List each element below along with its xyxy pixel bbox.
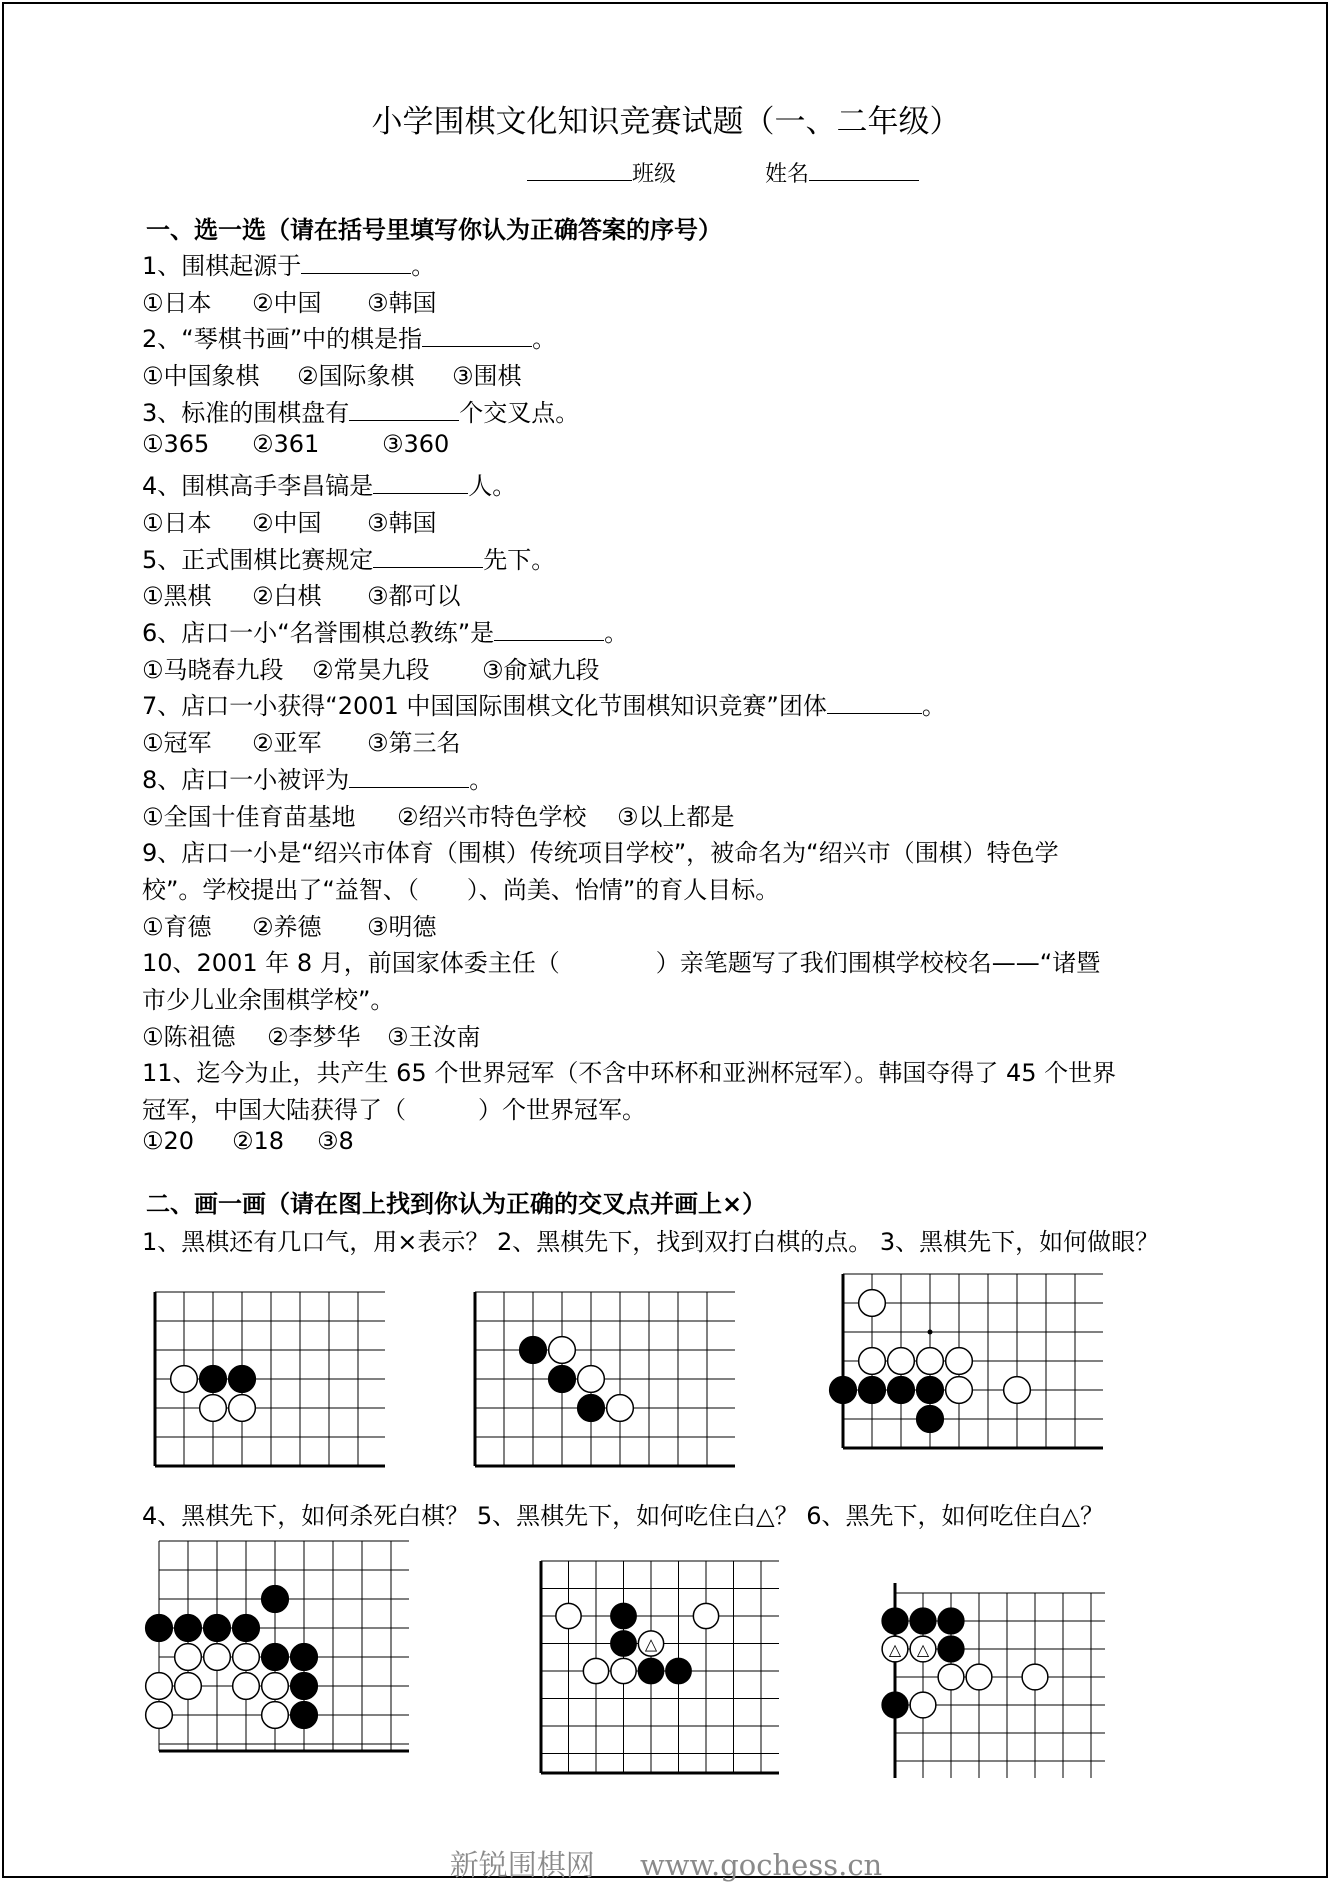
answer-blank[interactable] (494, 620, 604, 641)
go-diagram-6[interactable] (873, 1578, 1128, 1778)
answer-option[interactable]: ③韩国 (367, 288, 437, 317)
white-stone (146, 1702, 173, 1729)
answer-option[interactable]: ③王汝南 (387, 1022, 481, 1051)
answer-option[interactable]: ②中国 (252, 508, 322, 537)
go-diagram-5[interactable] (535, 1556, 825, 1786)
answer-option[interactable]: ②18 (232, 1126, 285, 1155)
answer-option[interactable]: ③围棋 (452, 362, 522, 391)
white-stone (966, 1664, 992, 1690)
answer-blank[interactable] (827, 693, 922, 714)
white-stone (888, 1348, 915, 1375)
black-stone (859, 1377, 886, 1404)
question-5-text (142, 540, 555, 575)
answer-option[interactable]: ③以上都是 (617, 802, 735, 831)
question-suffix: 人。 (468, 472, 517, 501)
black-stone (204, 1615, 231, 1642)
answer-option[interactable]: ②亚军 (252, 729, 322, 758)
black-stone (882, 1608, 908, 1634)
black-stone (229, 1366, 256, 1393)
white-stone (859, 1290, 886, 1317)
question-1-text (142, 246, 435, 281)
black-stone (611, 1631, 636, 1656)
white-stone (1004, 1377, 1031, 1404)
black-stone (291, 1644, 318, 1671)
answer-option[interactable]: ③8 (317, 1126, 354, 1155)
answer-option[interactable]: ③俞斌九段 (482, 655, 600, 684)
question-stem: 5、正式围棋比赛规定 (142, 545, 374, 574)
answer-blank[interactable] (349, 400, 459, 421)
answer-option[interactable]: ①365 (142, 429, 210, 458)
question-4-text (142, 466, 516, 501)
white-stone (938, 1664, 964, 1690)
question-2-text (142, 319, 556, 354)
question-stem: 8、店口一小被评为 (142, 765, 350, 794)
class-blank[interactable] (527, 160, 632, 181)
white-stone (910, 1692, 936, 1718)
black-stone (578, 1395, 605, 1422)
white-stone (607, 1395, 634, 1422)
triangle-mark: △ (916, 1640, 930, 1659)
question-10-text-line: 市少儿业余围棋学校”。 (142, 986, 395, 1014)
answer-option[interactable]: ②常昊九段 (312, 655, 430, 684)
black-stone (175, 1615, 202, 1642)
white-stone (175, 1644, 202, 1671)
white-stone (693, 1603, 718, 1628)
white-stone (233, 1644, 260, 1671)
answer-option[interactable]: ②国际象棋 (297, 362, 415, 391)
white-stone (611, 1658, 636, 1683)
question-suffix: 先下。 (483, 545, 556, 574)
white-stone (917, 1348, 944, 1375)
go-diagram-3[interactable] (825, 1266, 1125, 1481)
answer-option[interactable]: ③第三名 (367, 729, 461, 758)
go-diagram-2[interactable] (470, 1282, 740, 1478)
question-10-text-line: 10、2001 年 8 月，前国家体委主任（ ）亲笔题写了我们围棋学校校名——“诸暨 (142, 949, 1101, 978)
answer-option[interactable]: ②361 (252, 429, 320, 458)
question-3-text (142, 393, 579, 428)
question-11-text-line: 冠军，中国大陆获得了（ ）个世界冠军。 (142, 1096, 646, 1125)
question-suffix: 。 (469, 765, 494, 794)
answer-option[interactable]: ①育德 (142, 912, 212, 941)
white-stone (229, 1395, 256, 1422)
answer-option[interactable]: ①日本 (142, 508, 212, 537)
question-suffix: 个交叉点。 (459, 398, 580, 427)
black-stone (888, 1377, 915, 1404)
answer-option[interactable]: ②养德 (252, 912, 322, 941)
black-stone (233, 1615, 260, 1642)
black-stone (262, 1644, 289, 1671)
triangle-mark: △ (644, 1634, 658, 1654)
white-stone (946, 1348, 973, 1375)
question-suffix: 。 (604, 619, 629, 647)
question-suffix: 。 (532, 325, 557, 354)
answer-option[interactable]: ②白棋 (252, 582, 322, 611)
answer-blank[interactable] (373, 547, 483, 568)
answer-blank[interactable] (373, 473, 468, 494)
name-blank[interactable] (809, 160, 919, 181)
answer-option[interactable]: ①黑棋 (142, 582, 212, 611)
section1-heading: 一、选一选（请在括号里填写你认为正确答案的序号） (146, 216, 722, 244)
white-stone (171, 1366, 198, 1393)
page-title: 小学围棋文化知识竞赛试题（一、二年级） (371, 104, 961, 140)
question-6-text (142, 613, 628, 648)
footer-site-name: 新锐围棋网 (449, 1848, 595, 1882)
name-label: 姓名 (765, 162, 810, 187)
black-stone (638, 1658, 663, 1683)
question-8-text (142, 760, 493, 795)
footer-url[interactable]: www.gochess.cn (639, 1848, 883, 1882)
white-stone (175, 1673, 202, 1700)
white-stone (262, 1673, 289, 1700)
black-stone (146, 1615, 173, 1642)
black-stone (262, 1586, 289, 1613)
answer-option[interactable]: ①陈祖德 (142, 1022, 236, 1051)
black-stone (291, 1673, 318, 1700)
black-stone (938, 1636, 964, 1662)
black-stone (291, 1702, 318, 1729)
white-stone (859, 1348, 886, 1375)
white-stone (556, 1603, 581, 1628)
question-9-text-line: 9、店口一小是“绍兴市体育（围棋）传统项目学校”，被命名为“绍兴市（围棋）特色学 (142, 839, 1059, 868)
answer-option[interactable]: ①日本 (142, 288, 212, 317)
answer-option[interactable]: ①马晓春九段 (142, 655, 284, 684)
white-stone (583, 1658, 608, 1683)
answer-option[interactable]: ②李梦华 (267, 1022, 361, 1051)
answer-option[interactable]: ③韩国 (367, 508, 437, 537)
triangle-mark: △ (888, 1640, 902, 1659)
black-stone (830, 1377, 857, 1404)
answer-option[interactable]: ①冠军 (142, 729, 212, 758)
black-stone (917, 1377, 944, 1404)
answer-option[interactable]: ②中国 (252, 288, 322, 317)
answer-option[interactable]: ①中国象棋 (142, 362, 260, 391)
section2-heading: 二、画一画（请在图上找到你认为正确的交叉点并画上×） (146, 1190, 767, 1218)
white-stone (549, 1337, 576, 1364)
black-stone (882, 1692, 908, 1718)
section2-row2-text: 4、黑棋先下，如何杀死白棋？ 5、黑棋先下，如何吃住白△？ 6、黑先下，如何吃住白△？ (142, 1502, 1104, 1530)
answer-option[interactable]: ②绍兴市特色学校 (397, 802, 587, 831)
answer-option[interactable]: ③都可以 (367, 582, 461, 611)
white-stone (200, 1395, 227, 1422)
question-stem: 3、标准的围棋盘有 (142, 398, 350, 427)
white-stone (578, 1366, 605, 1393)
white-stone (946, 1377, 973, 1404)
black-stone (611, 1603, 636, 1628)
white-stone (233, 1673, 260, 1700)
question-stem: 7、店口一小获得“2001 中国国际围棋文化节围棋知识竞赛”团体 (142, 692, 827, 721)
answer-option[interactable]: ①20 (142, 1126, 195, 1155)
answer-blank[interactable] (349, 767, 469, 788)
question-11-text-line: 11、迄今为止，共产生 65 个世界冠军（不含中环杯和亚洲杯冠军）。韩国夺得了 45 个世界 (142, 1059, 1117, 1088)
black-stone (549, 1366, 576, 1393)
go-diagram-4[interactable] (140, 1536, 430, 1776)
white-stone (204, 1644, 231, 1671)
answer-blank[interactable] (301, 253, 411, 274)
question-stem: 6、店口一小“名誉围棋总教练”是 (142, 619, 495, 647)
black-stone (917, 1406, 944, 1433)
class-label: 班级 (632, 162, 677, 187)
star-point (928, 1330, 933, 1335)
question-stem: 2、“琴棋书画”中的棋是指 (142, 325, 423, 354)
answer-blank[interactable] (422, 326, 532, 347)
question-stem: 4、围棋高手李昌镐是 (142, 472, 374, 501)
black-stone (938, 1608, 964, 1634)
go-diagram-1[interactable] (150, 1282, 390, 1478)
answer-option[interactable]: ③360 (382, 429, 450, 458)
answer-option[interactable]: ③明德 (367, 912, 437, 941)
question-suffix: 。 (411, 252, 436, 280)
black-stone (910, 1608, 936, 1634)
footer (0, 1843, 1332, 1884)
question-9-text-line: 校”。学校提出了“益智、（ ）、尚美、怡情”的育人目标。 (142, 875, 780, 904)
black-stone (200, 1366, 227, 1393)
white-stone (146, 1673, 173, 1700)
section2-row1-text: 1、黑棋还有几口气，用×表示？ 2、黑棋先下，找到双打白棋的点。 3、黑棋先下，如何做眼？ (142, 1228, 1160, 1256)
question-stem: 1、围棋起源于 (142, 252, 302, 280)
question-suffix: 。 (921, 692, 946, 721)
black-stone (520, 1337, 547, 1364)
class-name-line (527, 157, 919, 188)
white-stone (262, 1702, 289, 1729)
answer-option[interactable]: ①全国十佳育苗基地 (142, 802, 356, 831)
white-stone (1022, 1664, 1048, 1690)
black-stone (666, 1658, 691, 1683)
question-7-text (142, 686, 946, 721)
